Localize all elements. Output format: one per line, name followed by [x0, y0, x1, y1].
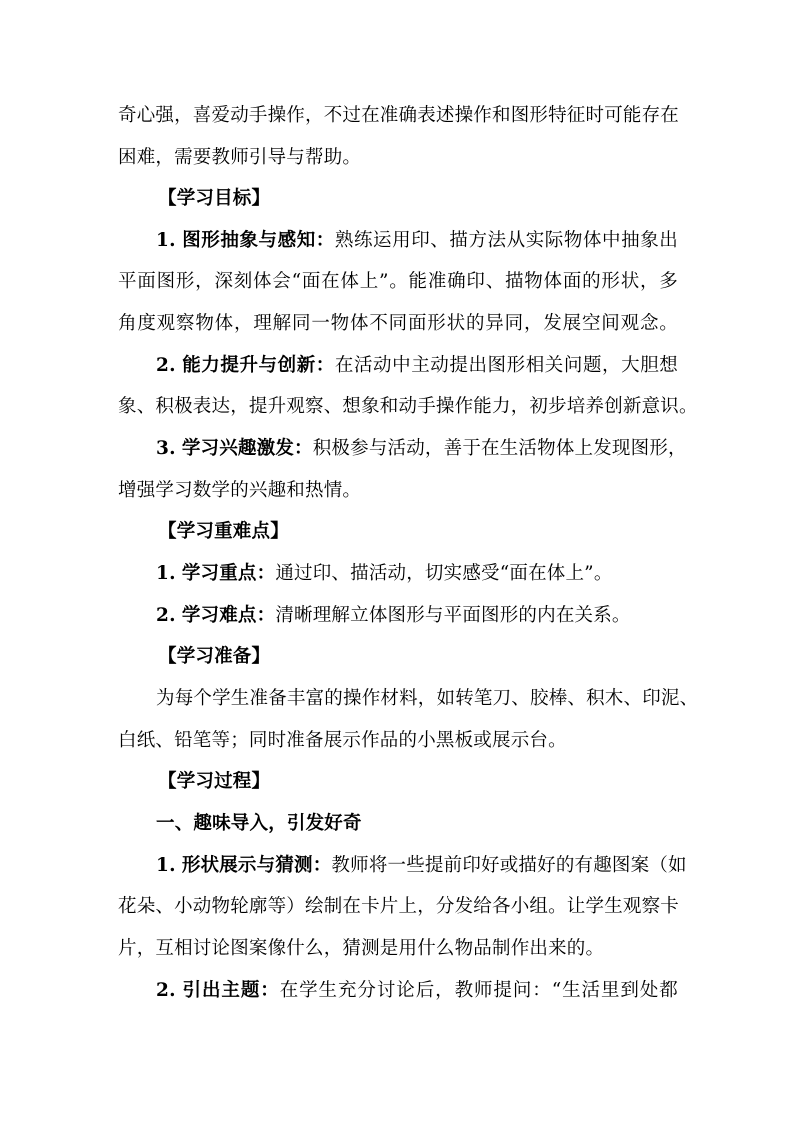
list-number: 2. — [156, 355, 176, 376]
list-number: 1. — [156, 230, 176, 251]
key-point-1 — [156, 561, 678, 587]
key-label: 学习重点： — [181, 563, 276, 584]
subsection-heading: 一、趣味导入，引发好奇 — [156, 813, 362, 834]
step-label: 形状展示与猜测： — [181, 855, 332, 876]
paragraph-line: 为每个学生准备丰富的操作材料，如转笔刀、胶棒、积木、印泥、 — [156, 688, 699, 709]
list-number: 2. — [156, 980, 176, 1001]
paragraph-line: 角度观察物体，理解同一物体不同面形状的异同，发展空间观念。 — [118, 313, 678, 334]
paragraph-line: 平面图形，深刻体会“面在体上”。能准确印、描物体面的形状，多 — [118, 271, 678, 292]
goal-1-line-1 — [156, 228, 678, 254]
step-2-line-1 — [156, 978, 678, 1004]
paragraph-line: 困难，需要教师引导与帮助。 — [118, 147, 362, 168]
goal-3-line-1 — [156, 436, 687, 462]
list-number: 1. — [156, 855, 176, 876]
key-text: 通过印、描活动，切实感受“面在体上”。 — [275, 563, 613, 584]
paragraph-line: 奇心强，喜爱动手操作，不过在准确表述操作和图形特征时可能存在 — [118, 105, 680, 126]
step-text: 教师将一些提前印好或描好的有趣图案（如 — [331, 855, 687, 876]
step-label: 引出主题： — [182, 980, 280, 1001]
step-1-line-1 — [156, 853, 687, 879]
paragraph-line: 花朵、小动物轮廓等）绘制在卡片上，分发给各小组。让学生观察卡 — [118, 896, 680, 917]
key-text: 清晰理解立体图形与平面图形的内在关系。 — [275, 605, 631, 626]
paragraph-line: 象、积极表达，提升观察、想象和动手操作能力，初步培养创新意识。 — [118, 396, 698, 417]
list-number: 3. — [156, 438, 176, 459]
key-label: 学习难点： — [181, 605, 276, 626]
paragraph-line: 片，互相讨论图案像什么，猜测是用什么物品制作出来的。 — [118, 938, 605, 959]
paragraph-line: 白纸、铅笔等；同时准备展示作品的小黑板或展示台。 — [118, 730, 567, 751]
list-number: 1. — [156, 563, 176, 584]
paragraph-line: 增强学习数学的兴趣和热情。 — [118, 480, 362, 501]
goal-text: 熟练运用印、描方法从实际物体中抽象出 — [334, 230, 678, 251]
section-heading-process: 【学习过程】 — [158, 771, 271, 792]
key-point-2 — [156, 603, 678, 629]
goal-label: 学习兴趣激发： — [181, 438, 313, 459]
goal-label: 图形抽象与感知： — [182, 230, 335, 251]
goal-label: 能力提升与创新： — [182, 355, 335, 376]
section-heading-key-points: 【学习重难点】 — [158, 521, 289, 542]
goal-text: 在活动中主动提出图形相关问题，大胆想 — [334, 355, 678, 376]
step-text: 在学生充分讨论后，教师提问：“生活里到处都 — [279, 980, 678, 1001]
goal-text: 积极参与活动，善于在生活物体上发现图形， — [312, 438, 687, 459]
section-heading-goals: 【学习目标】 — [158, 188, 271, 209]
section-heading-preparation: 【学习准备】 — [158, 646, 271, 667]
list-number: 2. — [156, 605, 176, 626]
goal-2-line-1 — [156, 353, 678, 379]
